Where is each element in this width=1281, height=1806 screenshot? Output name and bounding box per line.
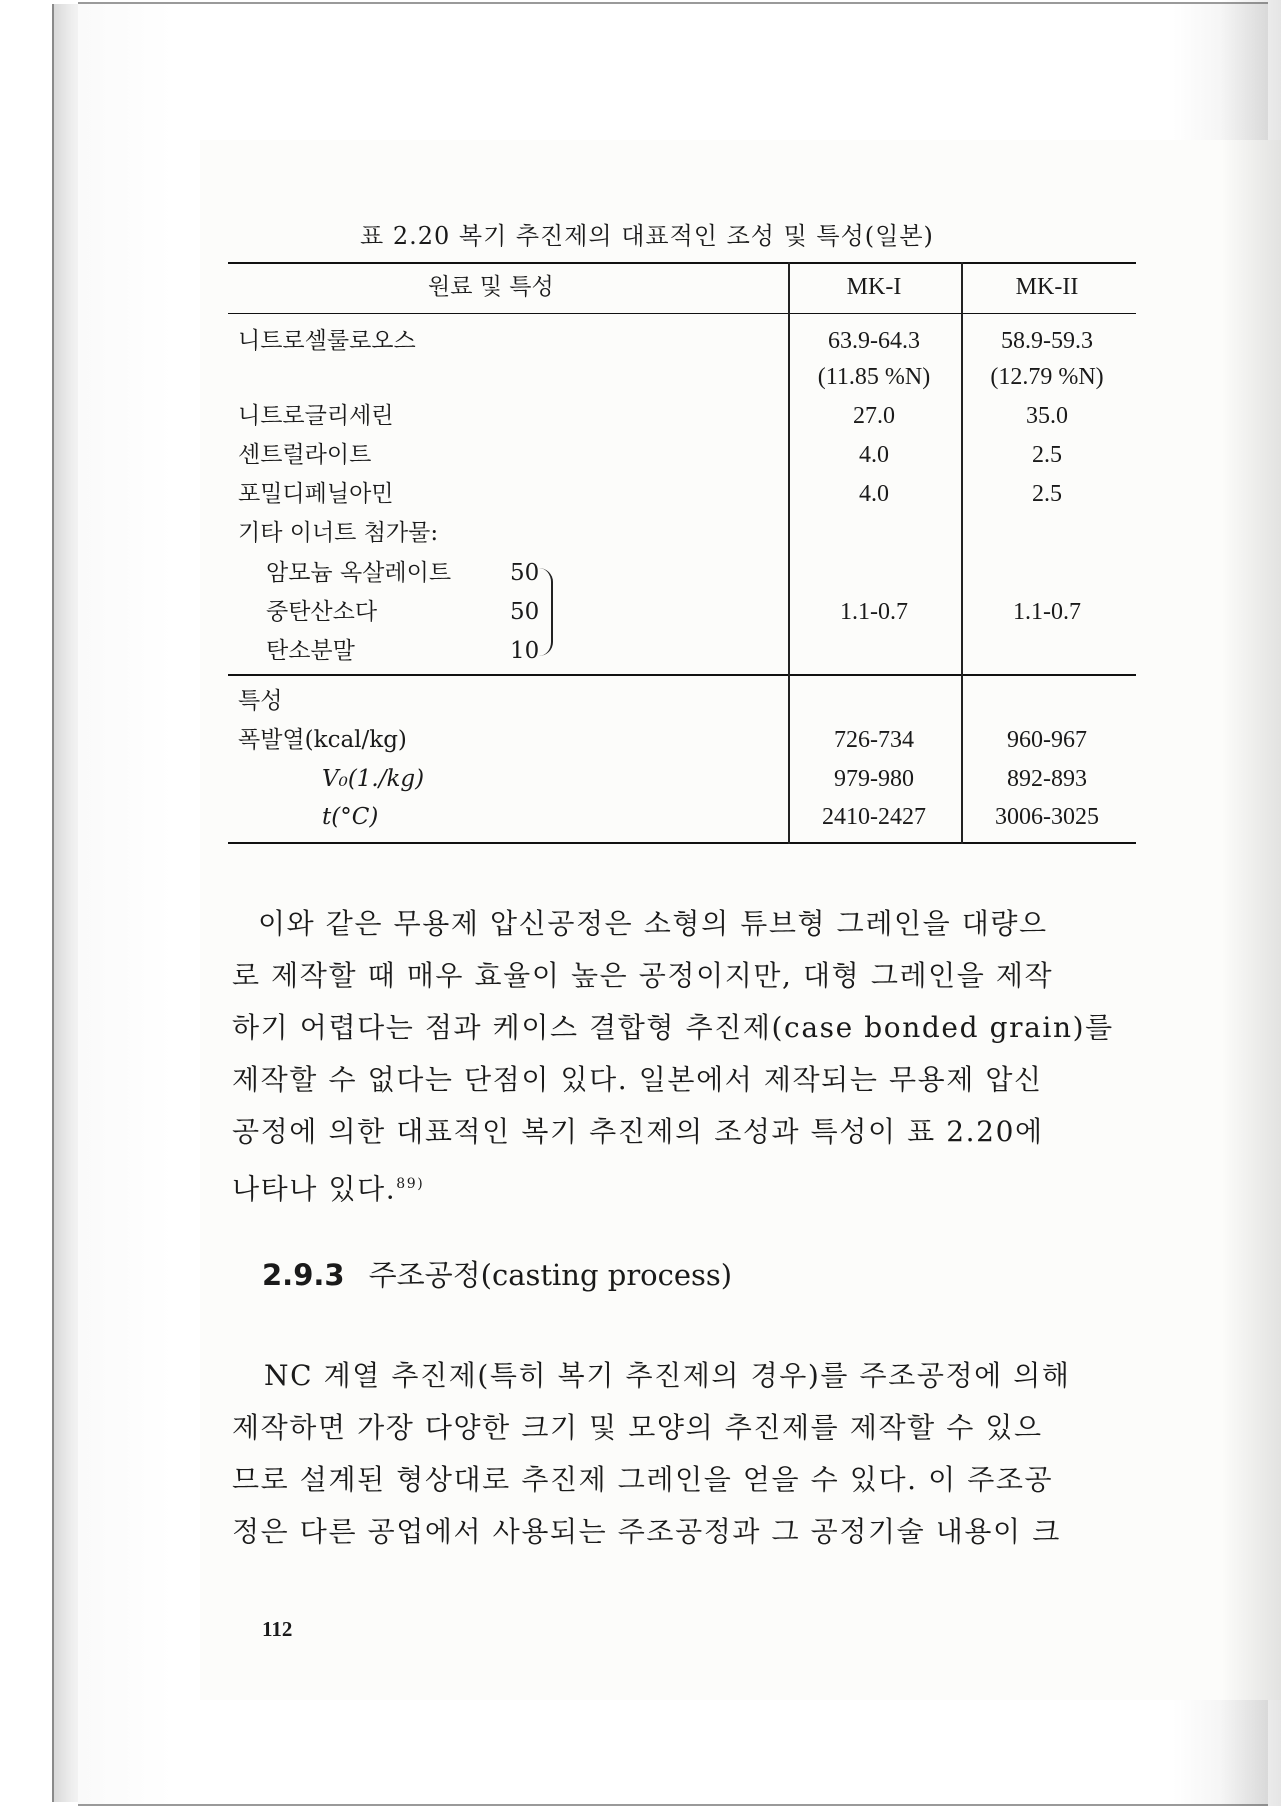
table-header-mk2: MK-II — [1015, 274, 1079, 300]
paragraph-line: 정은 다른 공업에서 사용되는 주조공정과 그 공정기술 내용이 크 — [232, 1515, 1061, 1548]
section-title: 주조공정(casting process) — [368, 1258, 733, 1292]
paragraph-line: 공정에 의한 대표적인 복기 추진제의 조성과 특성이 표 2.20에 — [232, 1115, 1044, 1148]
table-bottom-rule — [228, 842, 1136, 844]
table-cell-mk2: 2.5 — [1032, 442, 1062, 468]
table-cell-mk1: 27.0 — [853, 403, 895, 429]
table-cell-mk1: 4.0 — [859, 481, 889, 507]
property-label: V₀(1./kg) — [322, 766, 425, 792]
property-label: 폭발열(kcal/kg) — [238, 727, 407, 753]
table-cell-mk2: 2.5 — [1032, 481, 1062, 507]
properties-header: 특성 — [238, 688, 283, 714]
table-cell-mk1: 979-980 — [834, 766, 914, 792]
section-heading — [262, 1253, 732, 1294]
table-cell-mk1: (11.85 %N) — [817, 364, 931, 390]
paragraph-line: 하기 어렵다는 점과 케이스 결합형 추진제(case bonded grain)를 — [232, 1011, 1114, 1044]
additive-amount: 50 — [510, 560, 540, 586]
property-label: t(°C) — [322, 804, 379, 830]
additive-amount: 50 — [510, 599, 540, 625]
table-cell-mk2: 892-893 — [1007, 766, 1087, 792]
table-top-rule — [228, 262, 1136, 264]
additive-amount: 10 — [510, 638, 540, 664]
paragraph-line: NC 계열 추진제(특히 복기 추진제의 경우)를 주조공정에 의해 — [264, 1359, 1071, 1392]
table-header-rule — [228, 313, 1136, 314]
table-cell-mk2: 1.1-0.7 — [1013, 599, 1081, 625]
page-shadow — [1221, 0, 1281, 1806]
paragraph-line: 제작할 수 없다는 단점이 있다. 일본에서 제작되는 무용제 압신 — [232, 1063, 1043, 1096]
additive-brace — [539, 568, 553, 656]
paragraph-line: 나타나 있다. — [232, 1172, 397, 1206]
table-cell-mk2: (12.79 %N) — [990, 364, 1104, 390]
table-cell-mk2: 58.9-59.3 — [1001, 328, 1093, 354]
table-row-label: 기타 이너트 첨가물: — [238, 520, 439, 546]
table-cell-mk1: 726-734 — [834, 727, 914, 753]
table-cell-mk2: 3006-3025 — [995, 804, 1099, 830]
table-row-label: 니트로셀룰로오스 — [238, 328, 416, 354]
additive-label: 탄소분말 — [266, 638, 355, 664]
paragraph-last-line — [232, 1160, 424, 1213]
paragraph-line: 제작하면 가장 다양한 크기 및 모양의 추진제를 제작할 수 있으 — [232, 1411, 1043, 1444]
paragraph-line: 이와 같은 무용제 압신공정은 소형의 튜브형 그레인을 대량으 — [258, 907, 1048, 940]
section-number: 2.9.3 — [262, 1258, 345, 1292]
table-cell-mk1: 2410-2427 — [822, 804, 926, 830]
additive-label: 중탄산소다 — [266, 599, 378, 625]
table-header-mk1: MK-I — [846, 274, 902, 300]
paragraph-line: 로 제작할 때 매우 효율이 높은 공정이지만, 대형 그레인을 제작 — [232, 959, 1054, 992]
additive-label: 암모늄 옥살레이트 — [266, 560, 452, 586]
table-cell-mk1: 4.0 — [859, 442, 889, 468]
table-header-material: 원료 및 특성 — [428, 274, 554, 300]
page-number: 112 — [262, 1617, 293, 1641]
table-cell-mk2: 960-967 — [1007, 727, 1087, 753]
table-row-label: 포밀디페닐아민 — [238, 481, 394, 507]
table-row-label: 니트로글리세린 — [238, 403, 394, 429]
table-cell-mk1: 63.9-64.3 — [828, 328, 920, 354]
table-section-rule — [228, 674, 1136, 676]
paragraph-line: 므로 설계된 형상대로 추진제 그레인을 얻을 수 있다. 이 주조공 — [232, 1463, 1054, 1496]
table-cell-mk2: 35.0 — [1026, 403, 1068, 429]
table-row-label: 센트럴라이트 — [238, 442, 372, 468]
footnote-reference: 89) — [396, 1176, 425, 1192]
table-caption: 표 2.20 복기 추진제의 대표적인 조성 및 특성(일본) — [360, 222, 934, 250]
table-cell-mk1: 1.1-0.7 — [840, 599, 908, 625]
